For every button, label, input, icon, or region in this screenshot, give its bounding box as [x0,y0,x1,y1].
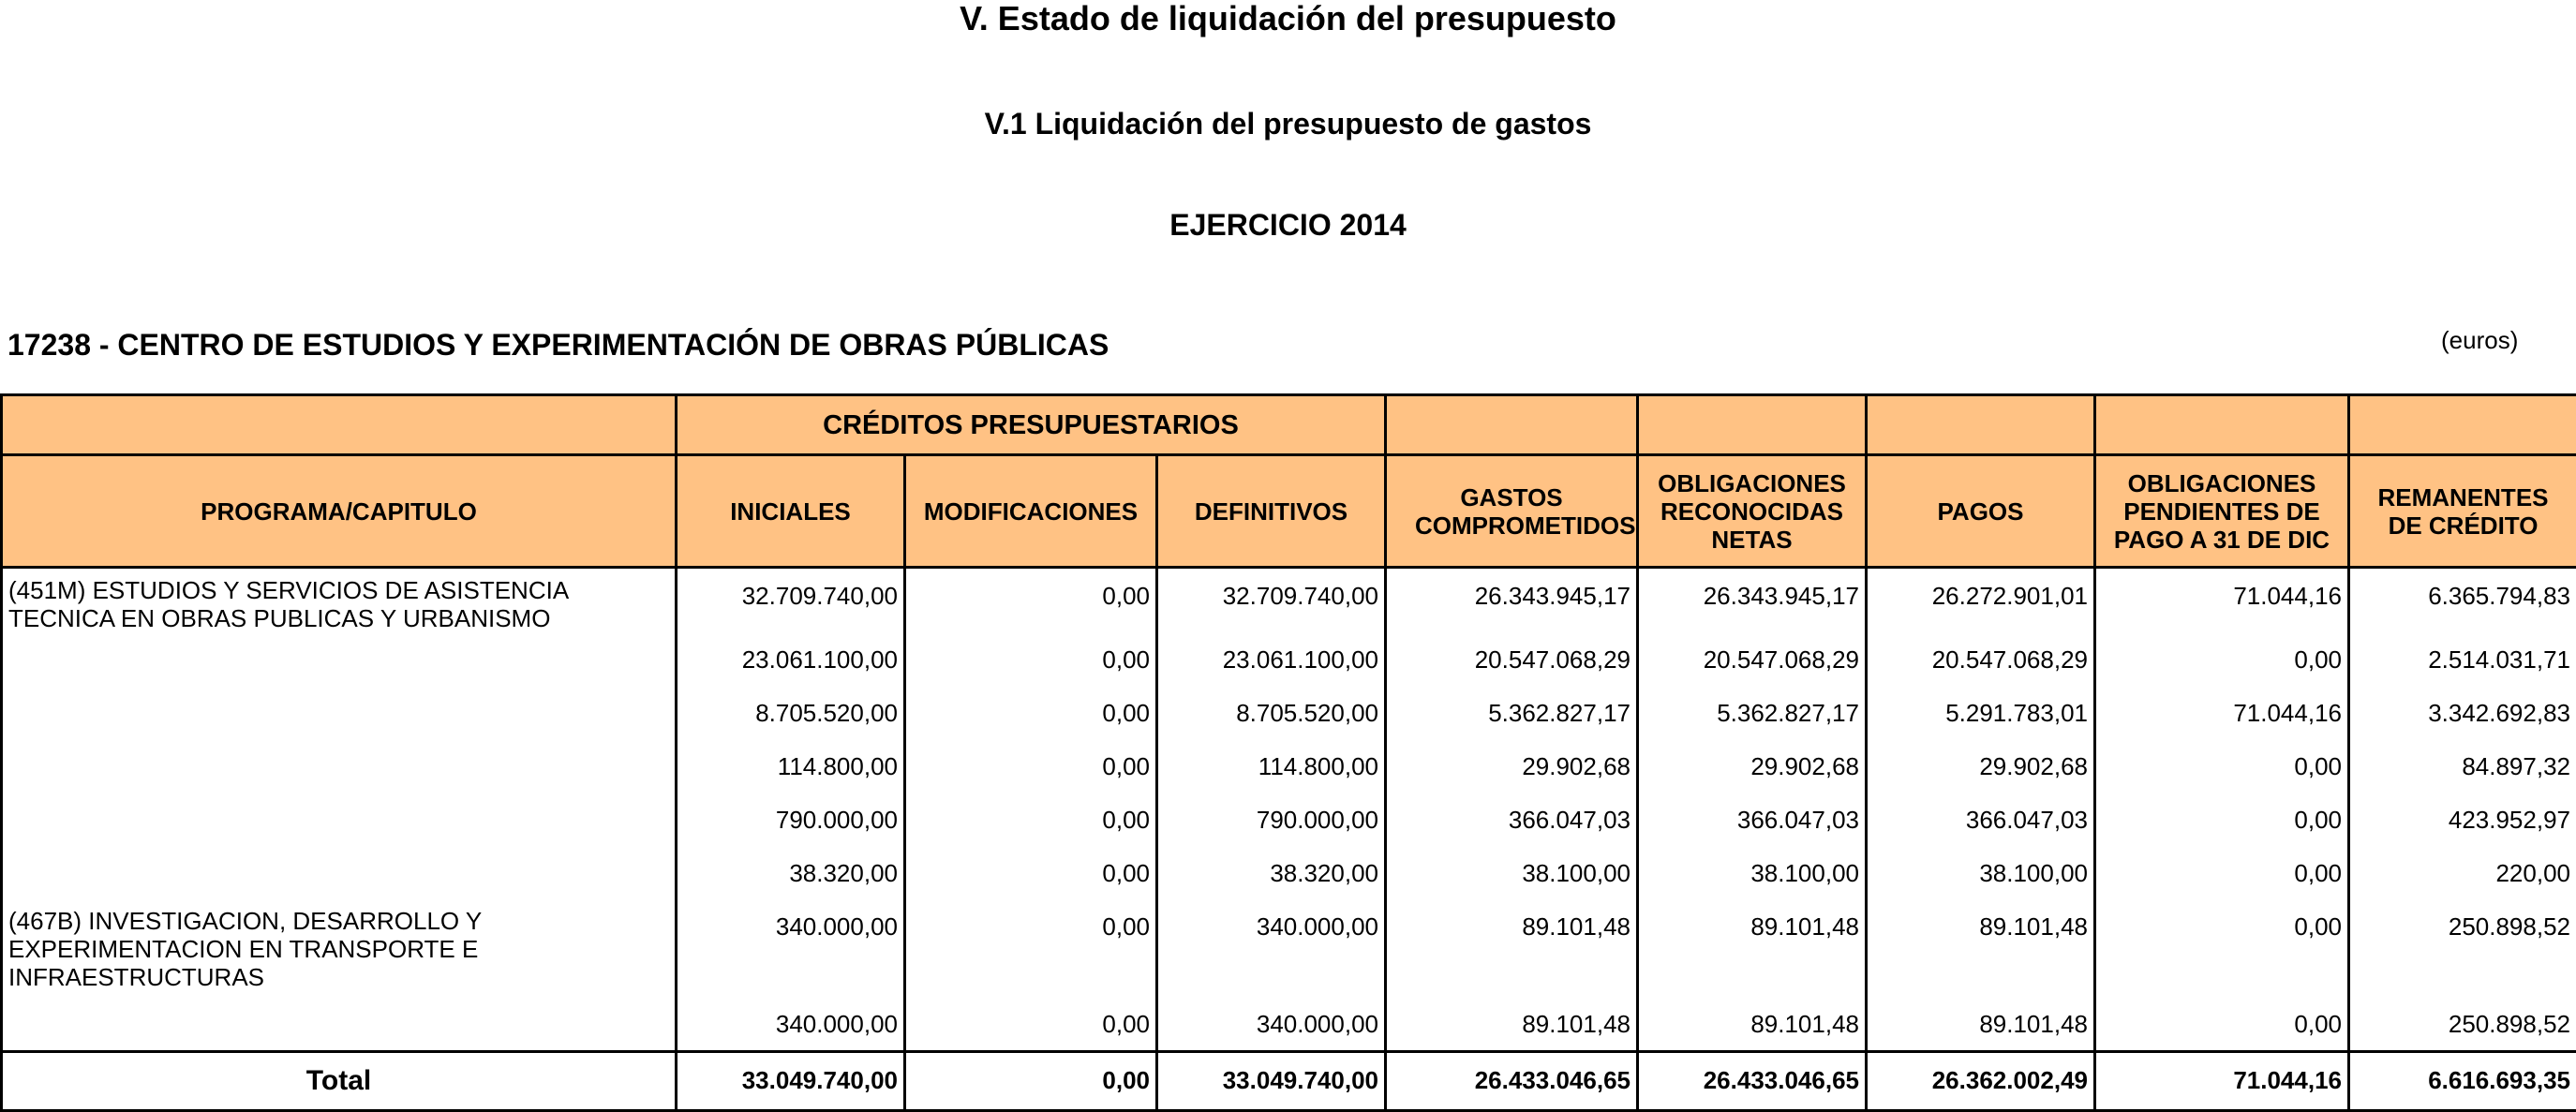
cell-obligaciones: 26.343.945,17 [1638,568,1867,633]
col-header-pagos: PAGOS [1867,455,2095,568]
col-header-gastos-comprometidos: GASTOS COMPROMETIDOS [1386,455,1638,568]
cell-modificaciones: 0,00 [905,632,1157,686]
table-row [2,793,2576,846]
header-blank [2,395,677,455]
col-header-modificaciones: MODIFICACIONES [905,455,1157,568]
cell-iniciales: 23.061.100,00 [677,632,905,686]
table-row [2,846,2576,899]
col-header-remanentes: REMANENTES DE CRÉDITO [2349,455,2576,568]
header-row-group [2,395,2576,455]
row-label: (467B) INVESTIGACION, DESARROLLO Y EXPERIMENTACION EN TRANSPORTE E INFRAESTRUCTURAS [2,899,677,997]
cell-remanentes: 84.897,32 [2349,739,2576,793]
col-header-definitivos: DEFINITIVOS [1157,455,1386,568]
exercise-year: EJERCICIO 2014 [0,208,2576,243]
cell-definitivos: 32.709.740,00 [1157,568,1386,633]
cell-modificaciones: 0,00 [905,899,1157,997]
table-row [2,739,2576,793]
total-definitivos: 33.049.740,00 [1157,1051,1386,1110]
cell-pagos: 20.547.068,29 [1867,632,2095,686]
row-label [2,997,677,1051]
row-label [2,739,677,793]
cell-modificaciones: 0,00 [905,846,1157,899]
cell-pendientes: 0,00 [2095,997,2349,1051]
cell-remanentes: 250.898,52 [2349,997,2576,1051]
cell-pagos: 5.291.783,01 [1867,686,2095,739]
table-row [2,686,2576,739]
row-label [2,632,677,686]
cell-iniciales: 38.320,00 [677,846,905,899]
total-label: Total [2,1051,677,1110]
cell-iniciales: 790.000,00 [677,793,905,846]
cell-definitivos: 8.705.520,00 [1157,686,1386,739]
cell-remanentes: 2.514.031,71 [2349,632,2576,686]
cell-modificaciones: 0,00 [905,793,1157,846]
row-label [2,793,677,846]
cell-gastos: 26.343.945,17 [1386,568,1638,633]
cell-obligaciones: 20.547.068,29 [1638,632,1867,686]
cell-gastos: 5.362.827,17 [1386,686,1638,739]
cell-obligaciones: 5.362.827,17 [1638,686,1867,739]
cell-modificaciones: 0,00 [905,997,1157,1051]
cell-definitivos: 114.800,00 [1157,739,1386,793]
cell-obligaciones: 89.101,48 [1638,899,1867,997]
total-pendientes: 71.044,16 [2095,1051,2349,1110]
cell-pendientes: 0,00 [2095,739,2349,793]
total-pagos: 26.362.002,49 [1867,1051,2095,1110]
cell-pagos: 89.101,48 [1867,899,2095,997]
cell-definitivos: 38.320,00 [1157,846,1386,899]
row-label: (451M) ESTUDIOS Y SERVICIOS DE ASISTENCIA TECNICA EN OBRAS PUBLICAS Y URBANISMO [2,568,677,633]
cell-pendientes: 71.044,16 [2095,686,2349,739]
table-row [2,568,2576,633]
cell-iniciales: 8.705.520,00 [677,686,905,739]
cell-obligaciones: 29.902,68 [1638,739,1867,793]
cell-remanentes: 250.898,52 [2349,899,2576,997]
cell-iniciales: 114.800,00 [677,739,905,793]
row-label [2,686,677,739]
cell-gastos: 29.902,68 [1386,739,1638,793]
cell-definitivos: 340.000,00 [1157,997,1386,1051]
header-blank [2095,395,2349,455]
total-gastos: 26.433.046,65 [1386,1051,1638,1110]
header-blank [2349,395,2576,455]
header-blank [1386,395,1638,455]
cell-obligaciones: 366.047,03 [1638,793,1867,846]
cell-definitivos: 790.000,00 [1157,793,1386,846]
cell-pagos: 38.100,00 [1867,846,2095,899]
cell-remanentes: 6.365.794,83 [2349,568,2576,633]
total-obligaciones: 26.433.046,65 [1638,1051,1867,1110]
cell-obligaciones: 38.100,00 [1638,846,1867,899]
cell-gastos: 89.101,48 [1386,899,1638,997]
table-row [2,899,2576,997]
cell-gastos: 38.100,00 [1386,846,1638,899]
header-row-columns [2,455,2576,568]
cell-pendientes: 0,00 [2095,793,2349,846]
cell-iniciales: 32.709.740,00 [677,568,905,633]
cell-gastos: 89.101,48 [1386,997,1638,1051]
cell-iniciales: 340.000,00 [677,899,905,997]
cell-pagos: 366.047,03 [1867,793,2095,846]
col-header-obligaciones-pendientes: OBLIGACIONES PENDIENTES DE PAGO A 31 DE DIC [2095,455,2349,568]
cell-remanentes: 220,00 [2349,846,2576,899]
header-blank [1867,395,2095,455]
cell-pendientes: 71.044,16 [2095,568,2349,633]
cell-pendientes: 0,00 [2095,632,2349,686]
col-header-iniciales: INICIALES [677,455,905,568]
cell-modificaciones: 0,00 [905,686,1157,739]
cell-pagos: 89.101,48 [1867,997,2095,1051]
header-creditos-presupuestarios: CRÉDITOS PRESUPUESTARIOS [677,395,1386,455]
page-subtitle: V.1 Liquidación del presupuesto de gastos [0,107,2576,141]
total-iniciales: 33.049.740,00 [677,1051,905,1110]
cell-modificaciones: 0,00 [905,568,1157,633]
budget-table [0,393,2576,1112]
cell-gastos: 366.047,03 [1386,793,1638,846]
total-row [2,1051,2576,1110]
cell-remanentes: 423.952,97 [2349,793,2576,846]
row-label [2,846,677,899]
table-row [2,632,2576,686]
cell-gastos: 20.547.068,29 [1386,632,1638,686]
cell-remanentes: 3.342.692,83 [2349,686,2576,739]
entity-name: 17238 - CENTRO DE ESTUDIOS Y EXPERIMENTACIÓN DE OBRAS PÚBLICAS [7,328,1109,363]
cell-pendientes: 0,00 [2095,846,2349,899]
cell-pagos: 26.272.901,01 [1867,568,2095,633]
header-blank [1638,395,1867,455]
cell-modificaciones: 0,00 [905,739,1157,793]
cell-definitivos: 23.061.100,00 [1157,632,1386,686]
total-modificaciones: 0,00 [905,1051,1157,1110]
cell-iniciales: 340.000,00 [677,997,905,1051]
table-row [2,997,2576,1051]
total-remanentes: 6.616.693,35 [2349,1051,2576,1110]
col-header-programa: PROGRAMA/CAPITULO [2,455,677,568]
page-title: V. Estado de liquidación del presupuesto [0,0,2576,37]
units-label: (euros) [2441,326,2518,355]
cell-definitivos: 340.000,00 [1157,899,1386,997]
cell-pendientes: 0,00 [2095,899,2349,997]
cell-pagos: 29.902,68 [1867,739,2095,793]
cell-obligaciones: 89.101,48 [1638,997,1867,1051]
col-header-obligaciones-reconocidas: OBLIGACIONES RECONOCIDAS NETAS [1638,455,1867,568]
